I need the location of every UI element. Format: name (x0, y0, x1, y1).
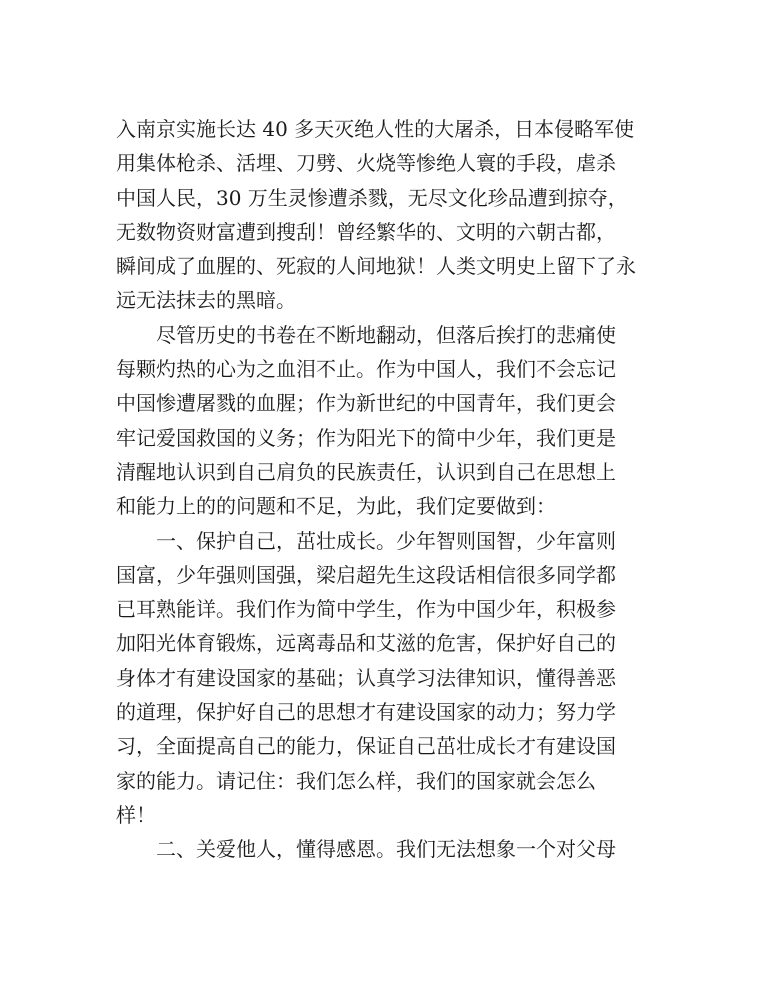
text-line: 中国人民，30 万生灵惨遭杀戮，无尽文化珍品遭到掠夺， (116, 185, 628, 210)
text-line: 样！ (116, 802, 156, 827)
text-line: 中国惨遭屠戮的血腥；作为新世纪的中国青年，我们更会 (116, 391, 616, 416)
text-line: 瞬间成了血腥的、死寂的人间地狱！人类文明史上留下了永 (116, 254, 636, 279)
text-line: 加阳光体育锻炼，远离毒品和艾滋的危害，保护好自己的 (116, 631, 616, 656)
document-page (116, 112, 656, 867)
text-line: 牢记爱国救国的义务；作为阳光下的简中少年，我们更是 (116, 425, 616, 450)
paragraph-first-line: 一、保护自己，茁壮成长。少年智则国智，少年富则 (156, 528, 616, 553)
text-line: 已耳熟能详。我们作为简中学生，作为中国少年，积极参 (116, 597, 616, 622)
text-line: 的道理，保护好自己的思想才有建设国家的动力；努力学 (116, 700, 616, 725)
text-line: 远无法抹去的黑暗。 (116, 288, 296, 313)
text-line: 用集体枪杀、活埋、刀劈、火烧等惨绝人寰的手段，虐杀 (116, 151, 616, 176)
text-line: 和能力上的的问题和不足，为此，我们定要做到： (116, 494, 556, 519)
text-line: 每颗灼热的心为之血泪不止。作为中国人，我们不会忘记 (116, 357, 616, 382)
text-line: 清醒地认识到自己肩负的民族责任，认识到自己在思想上 (116, 459, 616, 484)
text-line: 习，全面提高自己的能力，保证自己茁壮成长才有建设国 (116, 734, 616, 759)
text-line: 国富，少年强则国强，梁启超先生这段话相信很多同学都 (116, 562, 616, 587)
text-line: 身体才有建设国家的基础；认真学习法律知识，懂得善恶 (116, 665, 616, 690)
text-line: 家的能力。请记住：我们怎么样，我们的国家就会怎么 (116, 768, 596, 793)
text-line: 入南京实施长达 40 多天灭绝人性的大屠杀，日本侵略军使 (116, 117, 635, 141)
paragraph-first-line: 二、关爱他人，懂得感恩。我们无法想象一个对父母 (156, 837, 616, 862)
text-line: 无数物资财富遭到搜刮！曾经繁华的、文明的六朝古都， (116, 219, 616, 244)
paragraph-first-line: 尽管历史的书卷在不断地翻动，但落后挨打的悲痛使 (156, 322, 616, 347)
